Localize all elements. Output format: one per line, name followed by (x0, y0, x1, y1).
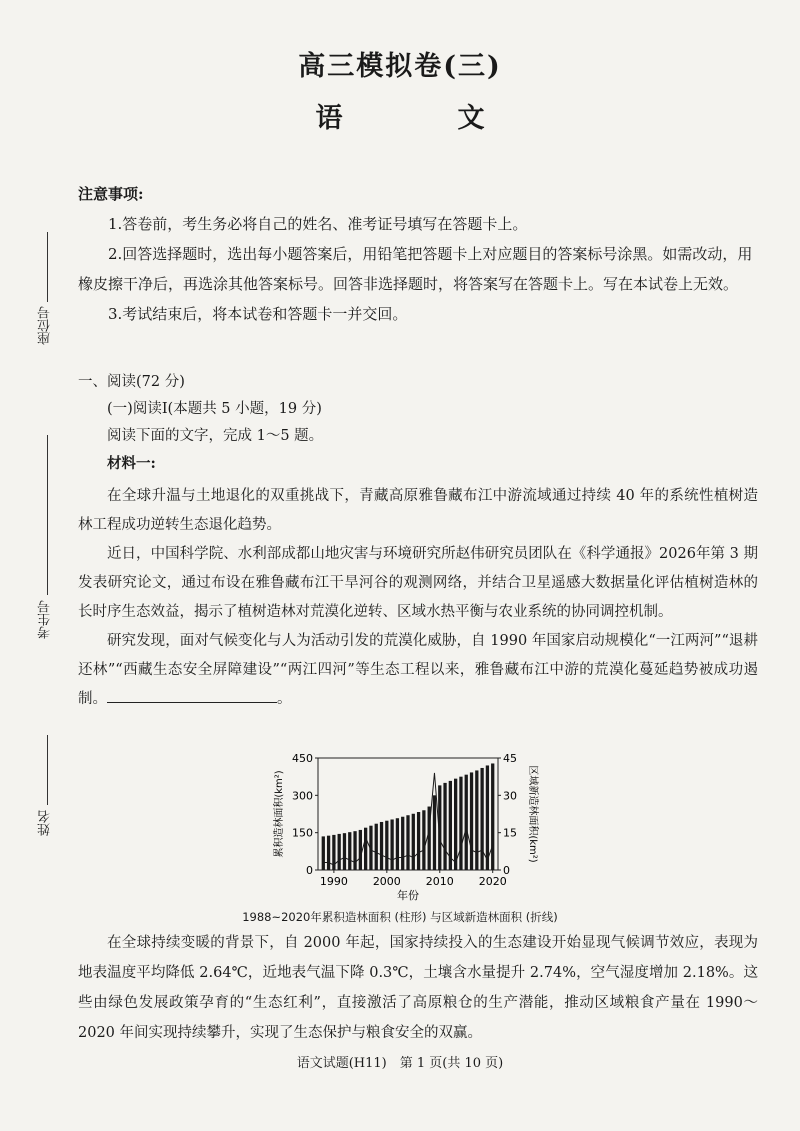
bar (343, 833, 346, 870)
x-axis-label: 年份 (397, 889, 419, 902)
bar (486, 765, 489, 870)
bar (475, 770, 478, 870)
bar (443, 783, 446, 870)
bar (364, 828, 367, 870)
notice-item: 1.答卷前，考生务必将自己的姓名、准考证号填写在答题卡上。 (108, 215, 528, 233)
y-tick-label: 450 (292, 752, 313, 765)
bar (406, 815, 409, 870)
seat-label: 座位号 (38, 306, 53, 345)
exam-no-label: 考生号 (38, 600, 53, 639)
notice-block (78, 179, 758, 329)
passage (78, 482, 758, 714)
y-axis-label: 累积造林面积(km²) (274, 770, 285, 858)
section-title: 一、阅读(72 分) (78, 374, 185, 390)
bar (465, 775, 468, 870)
name-line (47, 735, 48, 805)
seat-line (47, 232, 48, 302)
material-label: 材料一: (107, 455, 156, 472)
notice-item: 3.考试结束后，将本试卷和答题卡一并交回。 (108, 305, 408, 323)
y2-tick-label: 15 (503, 826, 517, 840)
subsection-title: (一)阅读Ⅰ(本题共 5 小题，19 分) (107, 401, 322, 417)
chart-svg (252, 752, 552, 912)
bar (401, 817, 404, 870)
bar (454, 779, 457, 870)
bar (390, 819, 393, 870)
paragraph: 在全球升温与土地退化的双重挑战下，青藏高原雅鲁藏布江中游流域通过持续 40 年的系统性植树造林工程成功逆转生态退化趋势。 (78, 488, 758, 533)
bar (338, 834, 341, 870)
bar (459, 777, 462, 870)
exam-no-line (47, 435, 48, 595)
afforestation-chart (252, 752, 552, 912)
notice-item: 2.回答选择题时，选出每小题答案后，用铅笔把答题卡上对应题目的答案标号涂黑。如需改动，用橡皮擦干净后，再选涂其他答案标号。回答非选择题时，将答案写在答题卡上。写在本试卷上无效。 (78, 245, 753, 293)
y2-tick-label: 45 (503, 752, 517, 765)
bar (327, 836, 330, 870)
bar (433, 795, 436, 870)
y-tick-label: 300 (292, 789, 313, 803)
notice-heading: 注意事项: (78, 185, 144, 203)
x-tick-label: 2020 (478, 875, 507, 888)
bar (412, 814, 415, 870)
x-tick-label: 2000 (372, 875, 401, 888)
page-footer: 语文试题(H11) 第 1 页(共 10 页) (296, 1056, 504, 1071)
paragraph: 研究发现，面对气候变化与人为活动引发的荒漠化威胁，自 1990 年国家启动规模化“一江两河”“退耕还林”“西藏生态安全屏障建设”“两江四河”等生态工程以来，雅鲁藏布江中游的荒漠化蔓延趋势被成功遏制。 。 (78, 633, 758, 707)
name-label: 姓名 (38, 810, 53, 836)
bar (375, 824, 378, 870)
bar (353, 831, 356, 870)
x-tick-label: 1990 (319, 875, 348, 888)
bar (480, 768, 483, 870)
bar (348, 832, 351, 870)
bar (322, 836, 325, 870)
bar (491, 763, 494, 870)
bar (385, 821, 388, 870)
bar (417, 812, 420, 870)
section-header (78, 369, 758, 477)
y-tick-label: 0 (306, 864, 313, 877)
passage-continued (78, 928, 758, 1048)
paragraph-text: 研究发现，面对气候变化与人为活动引发的荒漠化威胁，自 1990 年国家启动规模化“一江两河”“退耕还林”“西藏生态安全屏障建设”“两江四河”等生态工程以来，雅鲁藏布江中游的荒漠化蔓延趋势被成功遏制。 (78, 633, 758, 707)
instruction: 阅读下面的文字，完成 1～5 题。 (107, 428, 324, 444)
paragraph: 近日，中国科学院、水利部成都山地灾害与环境研究所赵伟研究员团队在《科学通报》2026年第 3 期发表研究论文，通过布设在雅鲁藏布江干旱河谷的观测网络，并结合卫星遥感大数据量化评估植树造林的长时序生态效益，揭示了植树造林对荒漠化逆转、区域水热平衡与农业系统的协同调控机制。 (78, 546, 758, 620)
paragraph: 在全球持续变暖的背景下，自 2000 年起，国家持续投入的生态建设开始显现气候调节效应，表现为地表温度平均降低 2.64℃，近地表气温下降 0.3℃，土壤含水量提升 2.74%，空气湿度增加 2.18%。这些由绿色发展政策孕育的“生态红利”，直接激活了高原粮仓的生产潜能，推动区域粮食产量在 1990～2020 年间实现持续攀升，实现了生态保护与粮食安全的双赢。 (78, 935, 758, 1041)
y-tick-label: 150 (292, 826, 313, 840)
page-title: 高三模拟卷(三) (298, 51, 502, 82)
answer-blank (107, 701, 277, 703)
subject-title: 语 文 (315, 103, 529, 134)
bar (470, 772, 473, 870)
y2-axis-label: 区域新造林面积(km²) (527, 765, 538, 863)
y2-tick-label: 0 (503, 864, 510, 877)
bar (380, 822, 383, 870)
x-tick-label: 2010 (425, 875, 454, 888)
bar (422, 810, 425, 870)
chart-caption: 1988~2020年累积造林面积 (柱形) 与区域新造林面积 (折线) (242, 910, 558, 924)
y2-tick-label: 30 (503, 789, 517, 803)
bar (359, 830, 362, 870)
bar (396, 818, 399, 870)
